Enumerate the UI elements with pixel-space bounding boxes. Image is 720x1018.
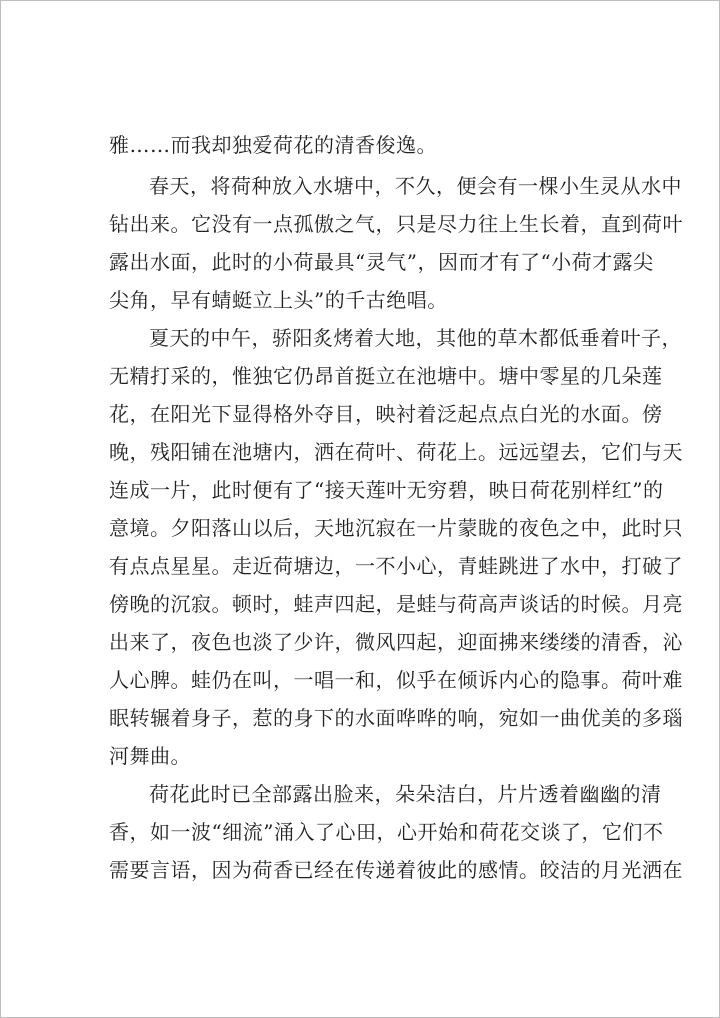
text-line-13: 傍晚的沉寂。顿时，蛙声四起，是蛙与荷高声谈话的时候。月亮 xyxy=(109,592,683,616)
text-line-11: 意境。夕阳落山以后，天地沉寂在一片蒙眬的夜色之中，此时只 xyxy=(109,516,683,540)
text-line-1: 雅……而我却独爱荷花的清香俊逸。 xyxy=(109,133,437,157)
text-line-20: 需要言语，因为荷香已经在传递着彼此的感情。皎洁的月光洒在 xyxy=(109,858,683,882)
text-line-3: 钻出来。它没有一点孤傲之气，只是尽力往上生长着，直到荷叶 xyxy=(109,212,683,236)
text-line-2: 春天，将荷种放入水塘中，不久，便会有一棵小生灵从水中 xyxy=(149,174,682,198)
text-line-7: 无精打采的，惟独它仍昂首挺立在池塘中。塘中零星的几朵莲 xyxy=(109,364,663,388)
text-line-12: 有点点星星。走近荷塘边，一不小心，青蛙跳进了水中，打破了 xyxy=(109,554,683,578)
text-line-14: 出来了，夜色也淡了少许，微风四起，迎面拂来缕缕的清香，沁 xyxy=(109,630,683,654)
text-line-15: 人心脾。蛙仍在叫，一唱一和，似乎在倾诉内心的隐事。荷叶难 xyxy=(109,668,683,692)
text-line-17: 河舞曲。 xyxy=(109,744,191,768)
text-line-8: 花，在阳光下显得格外夺目，映衬着泛起点点白光的水面。傍 xyxy=(109,402,663,426)
text-line-5: 尖角，早有蜻蜓立上头”的千古绝唱。 xyxy=(109,288,448,312)
text-line-6: 夏天的中午，骄阳炙烤着大地，其他的草木都低垂着叶子， xyxy=(149,326,682,350)
text-line-19: 香，如一波“细流”涌入了心田，心开始和荷花交谈了，它们不 xyxy=(109,820,664,844)
text-line-9: 晚，残阳铺在池塘内，洒在荷叶、荷花上。远远望去，它们与天 xyxy=(109,440,683,464)
text-line-18: 荷花此时已全部露出脸来，朵朵洁白，片片透着幽幽的清 xyxy=(149,782,662,806)
text-line-16: 眠转辗着身子，惹的身下的水面哗哗的响，宛如一曲优美的多瑙 xyxy=(109,706,683,730)
text-line-4: 露出水面，此时的小荷最具“灵气”，因而才有了“小荷才露尖 xyxy=(109,250,654,274)
text-line-10: 连成一片，此时便有了“接天莲叶无穷碧，映日荷花别样红”的 xyxy=(109,478,664,502)
